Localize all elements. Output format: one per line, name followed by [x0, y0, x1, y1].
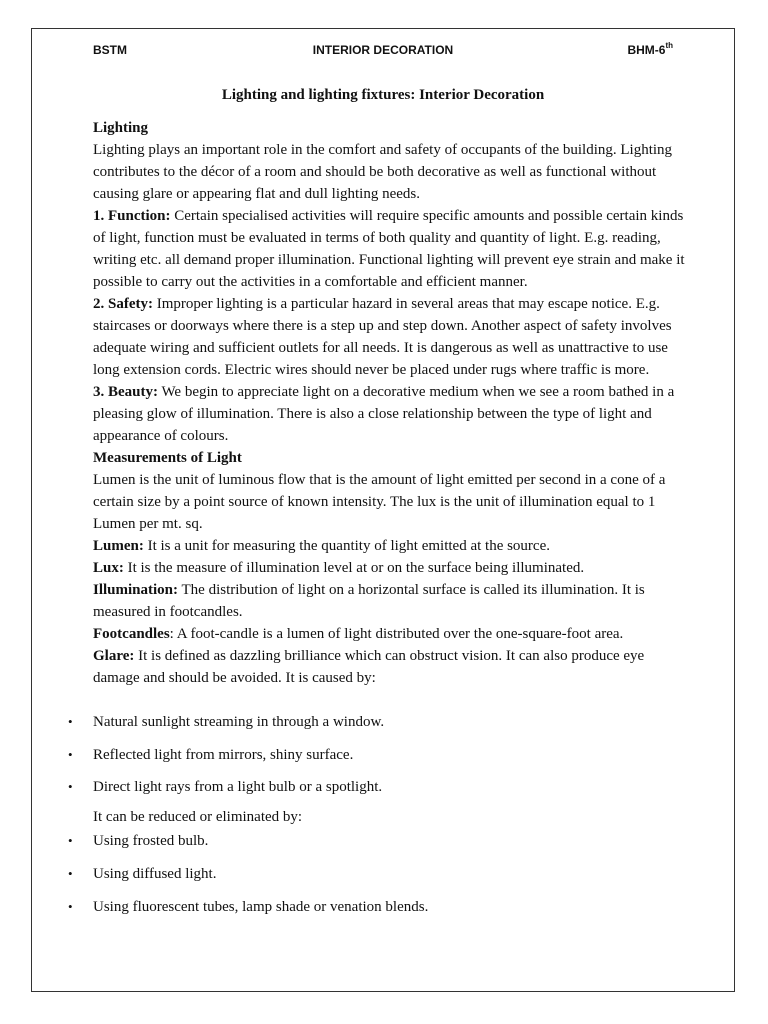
- list-item: [68, 896, 429, 918]
- illumination-paragraph: [93, 579, 685, 623]
- beauty-text: We begin to appreciate light on a decorative medium when we see a room bathed in a pleasing glow of illumination. There is also a close relationship between the type of light and appearance of colours.: [93, 384, 675, 444]
- section-heading-lighting: Lighting: [93, 120, 149, 136]
- beauty-paragraph: [93, 381, 685, 447]
- bullet-icon: •: [68, 833, 73, 848]
- remedy-item-text: Using fluorescent tubes, lamp shade or venation blends.: [93, 899, 429, 915]
- glare-label: Glare:: [93, 648, 135, 664]
- glare-paragraph: [93, 645, 685, 689]
- safety-label: 2. Safety:: [93, 296, 153, 312]
- footcandles-text: : A foot-candle is a lumen of light distributed over the one-square-foot area.: [169, 626, 624, 642]
- footcandles-paragraph: [93, 623, 685, 645]
- bullet-icon: •: [68, 714, 73, 729]
- lux-label: Lux:: [93, 560, 124, 576]
- header-right-base: BHM-6: [627, 43, 666, 57]
- bullet-icon: •: [68, 866, 73, 881]
- lumen-label: Lumen:: [93, 538, 144, 554]
- illumination-text: The distribution of light on a horizontal surface is called its illumination. It is measured in footcandles.: [93, 582, 645, 620]
- lumen-text: It is a unit for measuring the quantity of light emitted at the source.: [143, 538, 550, 554]
- list-item: [68, 776, 383, 798]
- beauty-label: 3. Beauty:: [93, 384, 158, 400]
- footcandles-label: Footcandles: [93, 626, 170, 642]
- function-label: 1. Function:: [93, 208, 171, 224]
- list-item: [68, 711, 385, 733]
- bullet-icon: •: [68, 899, 73, 914]
- cause-item-text: Reflected light from mirrors, shiny surface.: [93, 747, 354, 763]
- lumen-paragraph: [93, 535, 685, 557]
- measurements-intro: Lumen is the unit of luminous flow that is the amount of light emitted per second in a cone of a certain size by a point source of known intensity. The lux is the unit of illumination equal to 1 Lumen per mt. sq.: [93, 472, 666, 532]
- cause-item-text: Direct light rays from a light bulb or a spotlight.: [93, 779, 383, 795]
- lux-paragraph: [93, 557, 685, 579]
- safety-paragraph: [93, 293, 685, 381]
- list-item: [68, 830, 209, 852]
- glare-text: It is defined as dazzling brilliance which can obstruct vision. It can also produce eye damage and should be avoided. It is caused by:: [93, 648, 645, 686]
- header-right: [627, 43, 673, 57]
- list-item: [68, 744, 354, 766]
- section-heading-measurements: Measurements of Light: [93, 450, 242, 466]
- header-center: INTERIOR DECORATION: [312, 43, 454, 57]
- reduced-intro: It can be reduced or eliminated by:: [93, 809, 303, 825]
- safety-text: Improper lighting is a particular hazard in several areas that may escape notice. E.g. staircases or doorways where there is a step up and step down. Another aspect of safety involves adequate wiring and sufficient outlets for all needs. It is dangerous as well as unattractive to use long extension cords. Electric wires should never be placed under rugs where traffic is more.: [93, 296, 672, 378]
- bullet-icon: •: [68, 779, 73, 794]
- page-header: [93, 43, 673, 59]
- bullet-icon: •: [68, 747, 73, 762]
- remedy-item-text: Using diffused light.: [93, 866, 217, 882]
- document-title: Lighting and lighting fixtures: Interior Decoration: [221, 87, 545, 103]
- lighting-intro: Lighting plays an important role in the comfort and safety of occupants of the building. Lighting contributes to the décor of a room and should be both decorative as well as functional without causing glare or appearing flat and dull lighting needs.: [93, 142, 673, 202]
- function-paragraph: [93, 205, 685, 293]
- illumination-label: Illumination:: [93, 582, 179, 598]
- remedy-item-text: Using frosted bulb.: [93, 833, 209, 849]
- cause-item-text: Natural sunlight streaming in through a window.: [93, 714, 385, 730]
- function-text: Certain specialised activities will require specific amounts and possible certain kinds of light, function must be evaluated in terms of both quality and quantity of light. E.g. reading, writing etc. all demand proper illumination. Functional lighting will prevent eye strain and make it possible to carry out the activities in a comfortable and efficient manner.: [93, 208, 685, 290]
- header-right-sup: th: [665, 41, 673, 50]
- list-item: [68, 863, 217, 885]
- header-left: BSTM: [93, 43, 127, 57]
- lux-text: It is the measure of illumination level at or on the surface being illuminated.: [123, 560, 585, 576]
- document-body: [93, 117, 685, 689]
